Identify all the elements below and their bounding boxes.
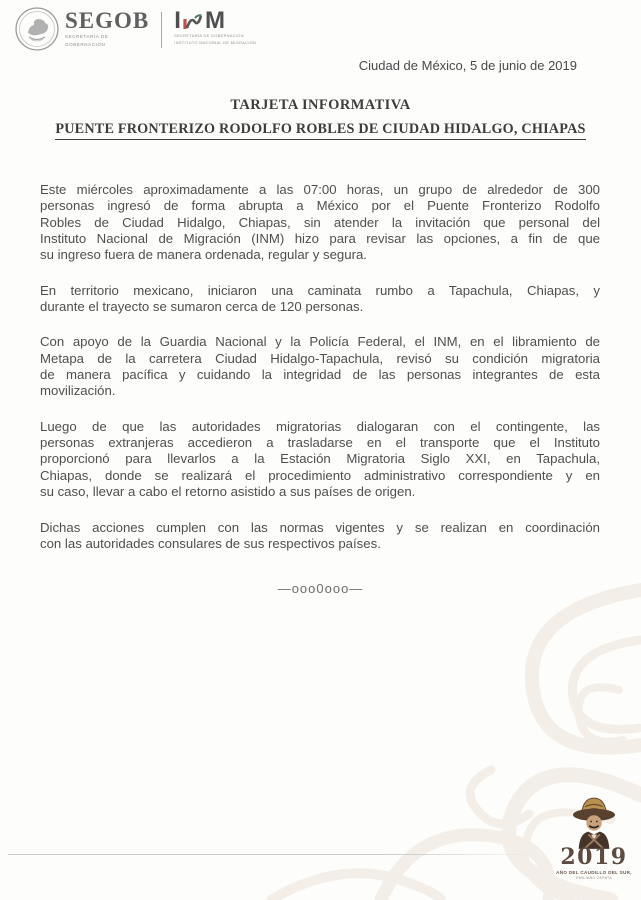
document-body xyxy=(40,182,600,571)
inm-dove-icon xyxy=(182,12,204,32)
segob-subtext-line2: GOBERNACIÓN xyxy=(65,41,106,47)
segob-subtext-line1: SECRETARÍA DE xyxy=(65,34,109,39)
text-line: con las autoridades consulares de sus respectivos países. xyxy=(40,535,381,551)
text-line: su caso, llevar a cabo el retorno asistido a sus países de origen. xyxy=(40,484,416,500)
paragraph-5 xyxy=(40,520,600,553)
inm-subtext-line1: SECRETARÍA DE GOBERNACIÓN xyxy=(174,34,244,38)
text-line: Metapa de la carretera Ciudad Hidalgo-Tapachula, revisó su condición migratoria xyxy=(40,350,600,366)
paragraph-4 xyxy=(40,419,600,501)
text-line: Con apoyo de la Guardia Nacional y la Policía Federal, el INM, en el libramiento de xyxy=(40,334,600,350)
text-line: Este miércoles aproximadamente a las 07:00 horas, un grupo de alrededor de 300 xyxy=(40,182,600,197)
text-line: En territorio mexicano, iniciaron una caminata rumbo a Tapachula, Chiapas, y xyxy=(40,282,600,298)
text-line: Robles de Ciudad Hidalgo, Chiapas, sin atender la invitación que personal del xyxy=(40,214,600,230)
footer-rule xyxy=(8,854,543,855)
inm-letter-m: M xyxy=(204,7,225,34)
text-line: proporcionó para llevarlos a la Estación Migratoria Siglo XXI, en Tapachula, xyxy=(40,451,600,467)
document-subtitle xyxy=(0,121,641,140)
paragraph-2 xyxy=(40,283,600,316)
year-2019-logo xyxy=(550,795,638,880)
year-caption-line2: EMILIANO ZAPATA xyxy=(576,876,612,880)
date-line: Ciudad de México, 5 de junio de 2019 xyxy=(358,58,577,73)
document-title: TARJETA INFORMATIVA xyxy=(230,97,411,113)
zapata-portrait-icon xyxy=(571,795,617,849)
letterhead xyxy=(14,6,256,52)
inm-logo xyxy=(174,7,257,46)
text-line: Dichas acciones cumplen con las normas vigentes y se realizan en coordinación xyxy=(40,519,600,535)
inm-subtext-line2: INSTITUTO NACIONAL DE MIGRACIÓN xyxy=(174,40,257,45)
text-line: Instituto Nacional de Migración (INM) hizo para revisar las opciones, a fin de que xyxy=(40,231,600,247)
text-line: de manera pacífica y cuidando la integridad de las personas integrantes de esta xyxy=(40,367,600,383)
segob-wordmark: SEGOB xyxy=(65,8,150,33)
text-line: Luego de que las autoridades migratorias dialogaran con el contingente, las xyxy=(40,418,600,434)
header-divider xyxy=(161,12,162,48)
text-line: personas ingresó de forma abrupta a México por el Puente Fronterizo Rodolfo xyxy=(40,198,600,214)
end-of-document-mark: —ooo0ooo— xyxy=(277,581,364,596)
paragraph-3 xyxy=(40,334,600,399)
document-subtitle-text: PUENTE FRONTERIZO RODOLFO ROBLES DE CIUDAD HIDALGO, CHIAPAS xyxy=(55,121,585,140)
segob-logo xyxy=(65,10,149,47)
text-line: su ingreso fuera de manera ordenada, regular y segura. xyxy=(40,247,367,263)
year-caption-line1: AÑO DEL CAUDILLO DEL SUR, xyxy=(556,870,632,875)
text-line: Chiapas, donde se realizará el procedimiento administrativo correspondiente y en xyxy=(40,467,600,483)
text-line: durante el trayecto se sumaron cerca de 120 personas. xyxy=(40,299,364,315)
text-line: movilización. xyxy=(40,383,116,399)
inm-letter-i: I xyxy=(174,7,181,34)
text-line: personas extranjeras accedieron a trasladarse en el transporte que el Instituto xyxy=(40,435,600,451)
mexican-national-seal-icon xyxy=(14,6,60,52)
paragraph-1 xyxy=(40,182,600,264)
year-number: 2019 xyxy=(560,844,628,870)
